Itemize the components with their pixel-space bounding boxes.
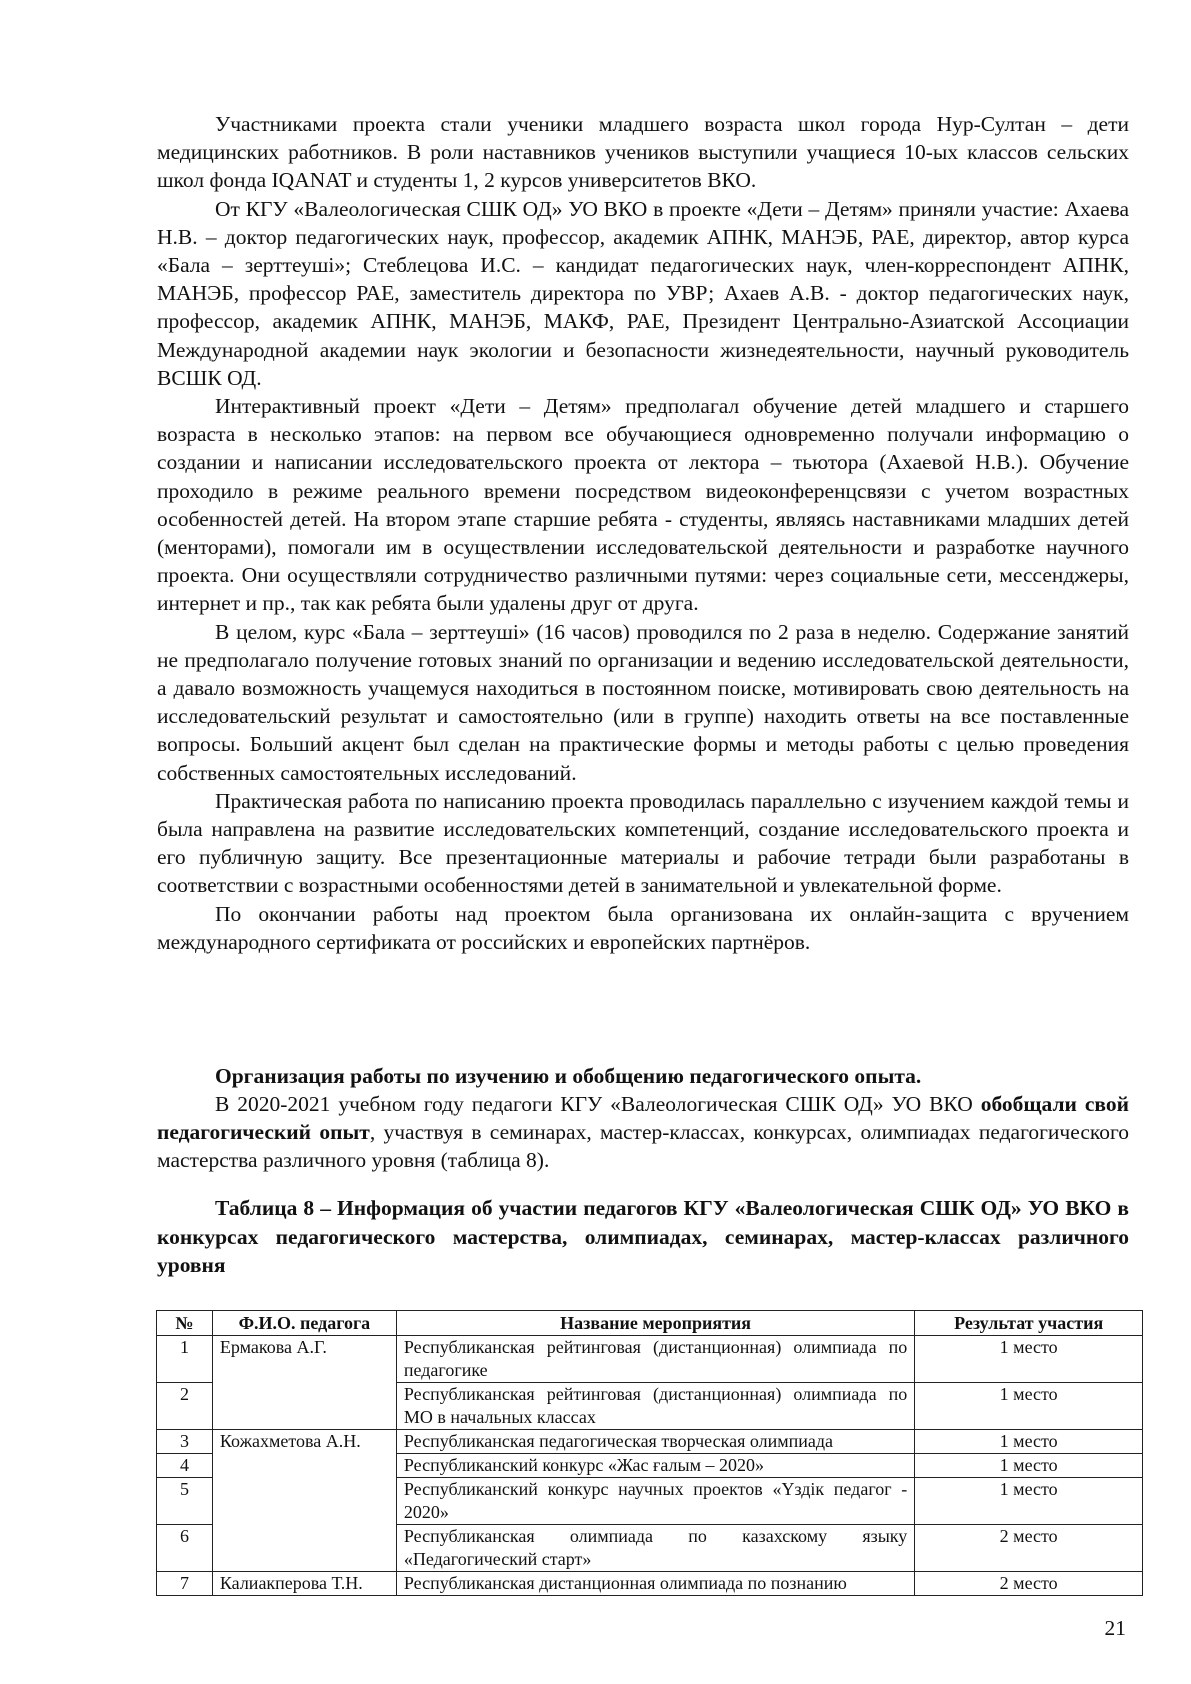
cell-num: 2 [157,1383,213,1430]
table-row [157,1454,1143,1478]
table-row [157,1478,1143,1525]
cell-fio [212,1383,396,1430]
table-row [157,1336,1143,1383]
section-bold-phrase: обобщали свой педагогический опыт [157,1092,1130,1145]
cell-result: 2 место [915,1525,1143,1572]
paragraph: Практическая работа по написанию проекта проводилась параллельно с изучением каждой темы и была направлена на развитие исследовательских компетенций, создание исследовательского проекта и его публичную защиту. Все презентационные материалы и рабочие тетради были разработаны в соответствии с возрастными особенностями детей в занимательной и увлекательной форме. [157,788,1129,898]
cell-event: Республиканская дистанционная олимпиада по познанию [396,1572,914,1596]
paragraph: По окончании работы над проектом была организована их онлайн-защита с вручением международного сертификата от российских и европейских партнёров. [157,901,1129,954]
cell-num: 4 [157,1454,213,1478]
cell-num: 1 [157,1336,213,1383]
table-caption-text: Таблица 8 – Информация об участии педагогов КГУ «Валеологическая СШК ОД» УО ВКО в конкурсах педагогического мастерства, олимпиадах, семинарах, мастер-классах различного уровня [157,1196,1129,1277]
section-intro: В 2020-2021 учебном году педагоги КГУ «Валеологическая СШК ОД» УО ВКО [215,1092,973,1116]
cell-fio: Ермакова А.Г. [212,1336,396,1383]
paragraph: Интерактивный проект «Дети – Детям» предполагал обучение детей младшего и старшего возраста в несколько этапов: на первом все обучающиеся одновременно получали информацию о создании и написании исследовательского проекта от лектора – тьютора (Ахаевой Н.В.). Обучение проходило в режиме реального времени посредством видеоконференцсвязи с учетом возрастных особенностей детей. На втором этапе старшие ребята - студенты, являясь наставниками младших детей (менторами), помогали им в осуществлении исследовательской деятельности и разработке научного проекта. Они осуществляли сотрудничество различными путями: через социальные сети, мессенджеры, интернет и пр., так как ребята были удалены друг от друга. [157,394,1129,616]
cell-result: 1 место [915,1478,1143,1525]
participation-table [156,1310,1143,1596]
cell-fio: Калиакперова Т.Н. [212,1572,396,1596]
header-result: Результат участия [915,1311,1143,1336]
table-caption [157,1194,1129,1280]
cell-event: Республиканская олимпиада по казахскому языку «Педагогический старт» [396,1525,914,1572]
table-row [157,1572,1143,1596]
page-number: 21 [1104,1616,1126,1640]
paragraph: В целом, курс «Бала – зерттеушi» (16 часов) проводился по 2 раза в неделю. Содержание занятий не предполагало получение готовых знаний по организации и ведению исследовательской деятельности, а давало возможность учащемуся находиться в постоянном поиске, мотивировать свою деятельность на исследовательский результат и самостоятельно (или в группе) находить ответы на все поставленные вопросы. Больший акцент был сделан на практические формы и методы работы с целью проведения собственных самостоятельных исследований. [157,619,1129,785]
cell-fio [212,1454,396,1478]
cell-event: Республиканский конкурс научных проектов «Үздiк педагог - 2020» [396,1478,914,1525]
cell-num: 6 [157,1525,213,1572]
table-header-row [157,1311,1143,1336]
cell-num: 3 [157,1430,213,1454]
header-num: № [157,1311,213,1336]
cell-fio [212,1478,396,1525]
cell-result: 2 место [915,1572,1143,1596]
section-body [157,1090,1129,1175]
cell-num: 5 [157,1478,213,1525]
table-row [157,1430,1143,1454]
cell-result: 1 место [915,1383,1143,1430]
section-paragraph [157,1090,1129,1175]
cell-fio: Кожахметова А.Н. [212,1430,396,1454]
header-fio: Ф.И.О. педагога [212,1311,396,1336]
body-text [157,110,1129,956]
cell-result: 1 место [915,1454,1143,1478]
header-event: Название мероприятия [396,1311,914,1336]
section-rest: , участвуя в семинарах, мастер-классах, конкурсах, олимпиадах педагогического мастерства различного уровня (таблица 8). [157,1120,1129,1173]
section-heading [157,1062,1129,1091]
cell-fio [212,1525,396,1572]
table-row [157,1525,1143,1572]
section-heading-text: Организация работы по изучению и обобщению педагогического опыта. [215,1064,922,1088]
cell-event: Республиканская рейтинговая (дистанционная) олимпиада по педагогике [396,1336,914,1383]
cell-event: Республиканская рейтинговая (дистанционная) олимпиада по МО в начальных классах [396,1383,914,1430]
cell-result: 1 место [915,1430,1143,1454]
cell-event: Республиканская педагогическая творческая олимпиада [396,1430,914,1454]
paragraph: От КГУ «Валеологическая СШК ОД» УО ВКО в проекте «Дети – Детям» приняли участие: Ахаева Н.В. – доктор педагогических наук, профессор, академик АПНК, МАНЭБ, РАЕ, директор, автор курса «Бала – зерттеушi»; Стеблецова И.С. – кандидат педагогических наук, член-корреспондент АПНК, МАНЭБ, профессор РАЕ, заместитель директора по УВР; Ахаев А.В. - доктор педагогических наук, профессор, академик АПНК, МАНЭБ, МАКФ, РАЕ, Президент Центрально-Азиатской Ассоциации Международной академии наук экологии и безопасности жизнедеятельности, научный руководитель ВСШК ОД. [157,196,1129,390]
cell-result: 1 место [915,1336,1143,1383]
cell-num: 7 [157,1572,213,1596]
table-row [157,1383,1143,1430]
paragraph: Участниками проекта стали ученики младшего возраста школ города Нур-Султан – дети медицинских работников. В роли наставников учеников выступили учащиеся 10-ых классов сельских школ фонда IQANAT и студенты 1, 2 курсов университетов ВКО. [157,112,1129,193]
cell-event: Республиканский конкурс «Жас ғалым – 2020» [396,1454,914,1478]
